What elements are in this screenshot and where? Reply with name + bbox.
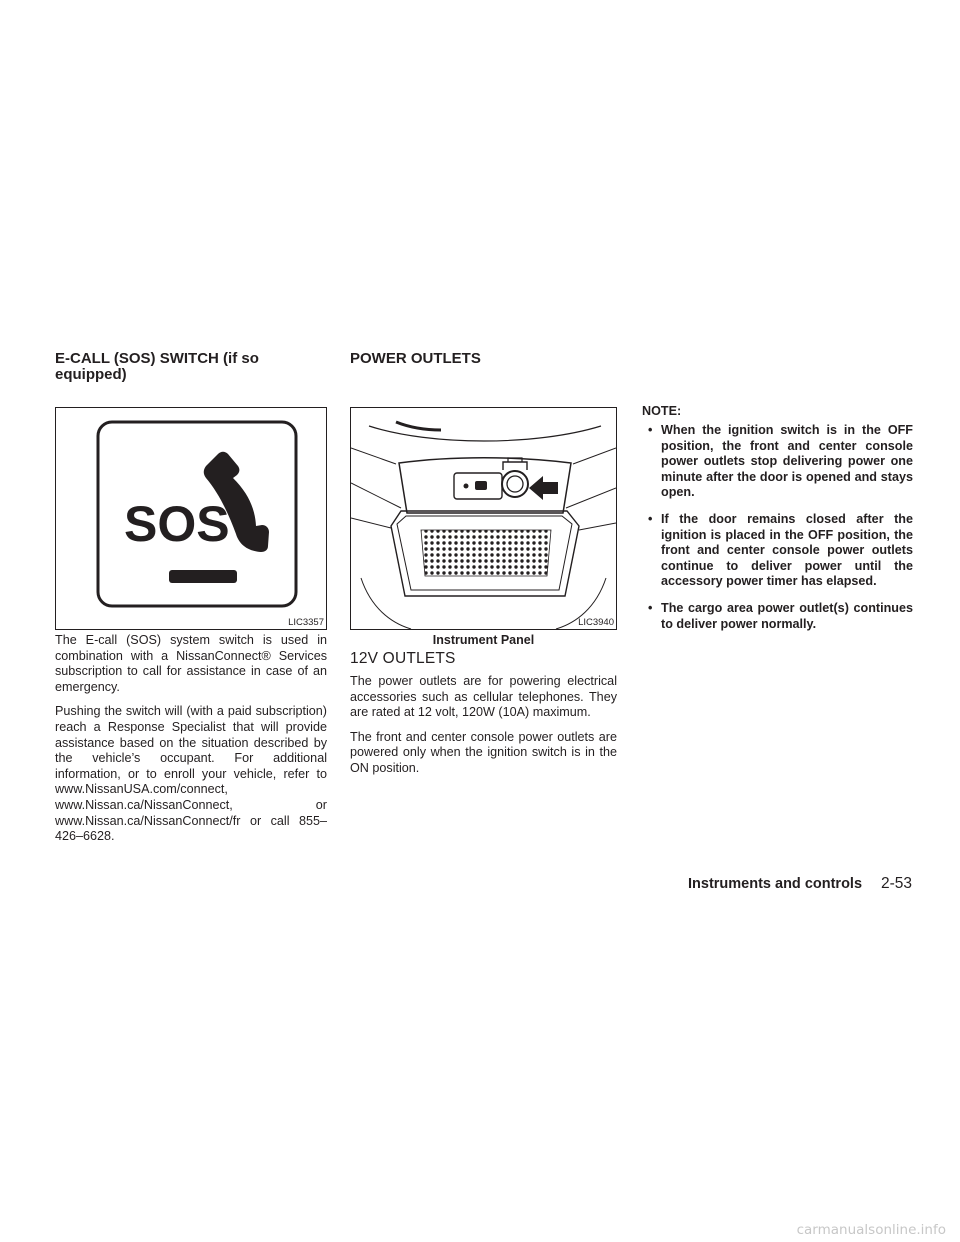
arrow-icon — [529, 476, 558, 500]
section-heading-ecall — [55, 351, 345, 383]
footer-page-number: 2-53 — [881, 875, 913, 892]
sos-indicator-bar — [169, 570, 237, 583]
note-text: The cargo area power outlet(s) continues to deliver power normally. — [661, 600, 913, 631]
paragraph: The front and center console power outlets are powered only when the ignition switch is in the ON position. — [350, 729, 617, 775]
sos-icon-label: SOS — [124, 496, 230, 552]
note-list — [642, 423, 913, 643]
cargo-grille — [421, 530, 551, 576]
paragraph: The E-call (SOS) system switch is used in combination with a NissanConnect® Services subscription to call for assistance in case of an emergency. — [55, 633, 327, 694]
note-text: If the door remains closed after the ignition is placed in the OFF position, the front and center console power outlets continue to deliver power until the accessory power timer has elapsed. — [661, 511, 913, 589]
sos-switch-icon — [56, 408, 326, 629]
paragraph: Pushing the switch will (with a paid subscription) reach a Response Specialist that will provide assistance based on the situation described by the vehicle’s occupant. For additional information, or to enroll your vehicle, refer to www.NissanUSA.com/connect, www.Nissan.ca/NissanConnect, or www.Nissan.ca/NissanConnect/fr or call 855–426–6628. — [55, 704, 327, 844]
list-item — [642, 601, 913, 632]
section-heading-ecall-line2: equipped) — [55, 366, 127, 383]
list-item — [642, 423, 913, 501]
figure-code: LIC3357 — [288, 617, 324, 628]
bullet: • — [648, 600, 653, 615]
section-heading-ecall-line1: E-CALL (SOS) SWITCH (if so — [55, 350, 259, 367]
note-label: NOTE: — [642, 404, 682, 418]
section-heading-power-outlets: POWER OUTLETS — [350, 350, 481, 367]
list-item — [642, 512, 913, 590]
footer-section-title: Instruments and controls — [688, 876, 863, 892]
paragraph: The power outlets are for powering electrical accessories such as cellular telephones. They are rated at 12 volt, 120W (10A) maximum. — [350, 674, 617, 720]
bullet: • — [648, 423, 653, 437]
outlets-description — [350, 674, 617, 786]
sos-switch-figure — [55, 407, 327, 630]
note-text: When the ignition switch is in the OFF position, the front and center console power outlets stop delivering power one minute after the door is opened and stays open. — [661, 423, 913, 500]
power-outlet-socket — [502, 458, 528, 497]
watermark: carmanualsonline.info — [796, 1222, 946, 1238]
subheading-12v-outlets: 12V OUTLETS — [350, 650, 456, 667]
bullet: • — [648, 511, 653, 526]
figure-code: LIC3940 — [578, 617, 614, 628]
power-outlet-figure — [350, 407, 617, 630]
figure-caption: Instrument Panel — [432, 633, 535, 647]
instrument-panel-illustration — [351, 408, 616, 629]
ecall-description — [55, 633, 327, 854]
